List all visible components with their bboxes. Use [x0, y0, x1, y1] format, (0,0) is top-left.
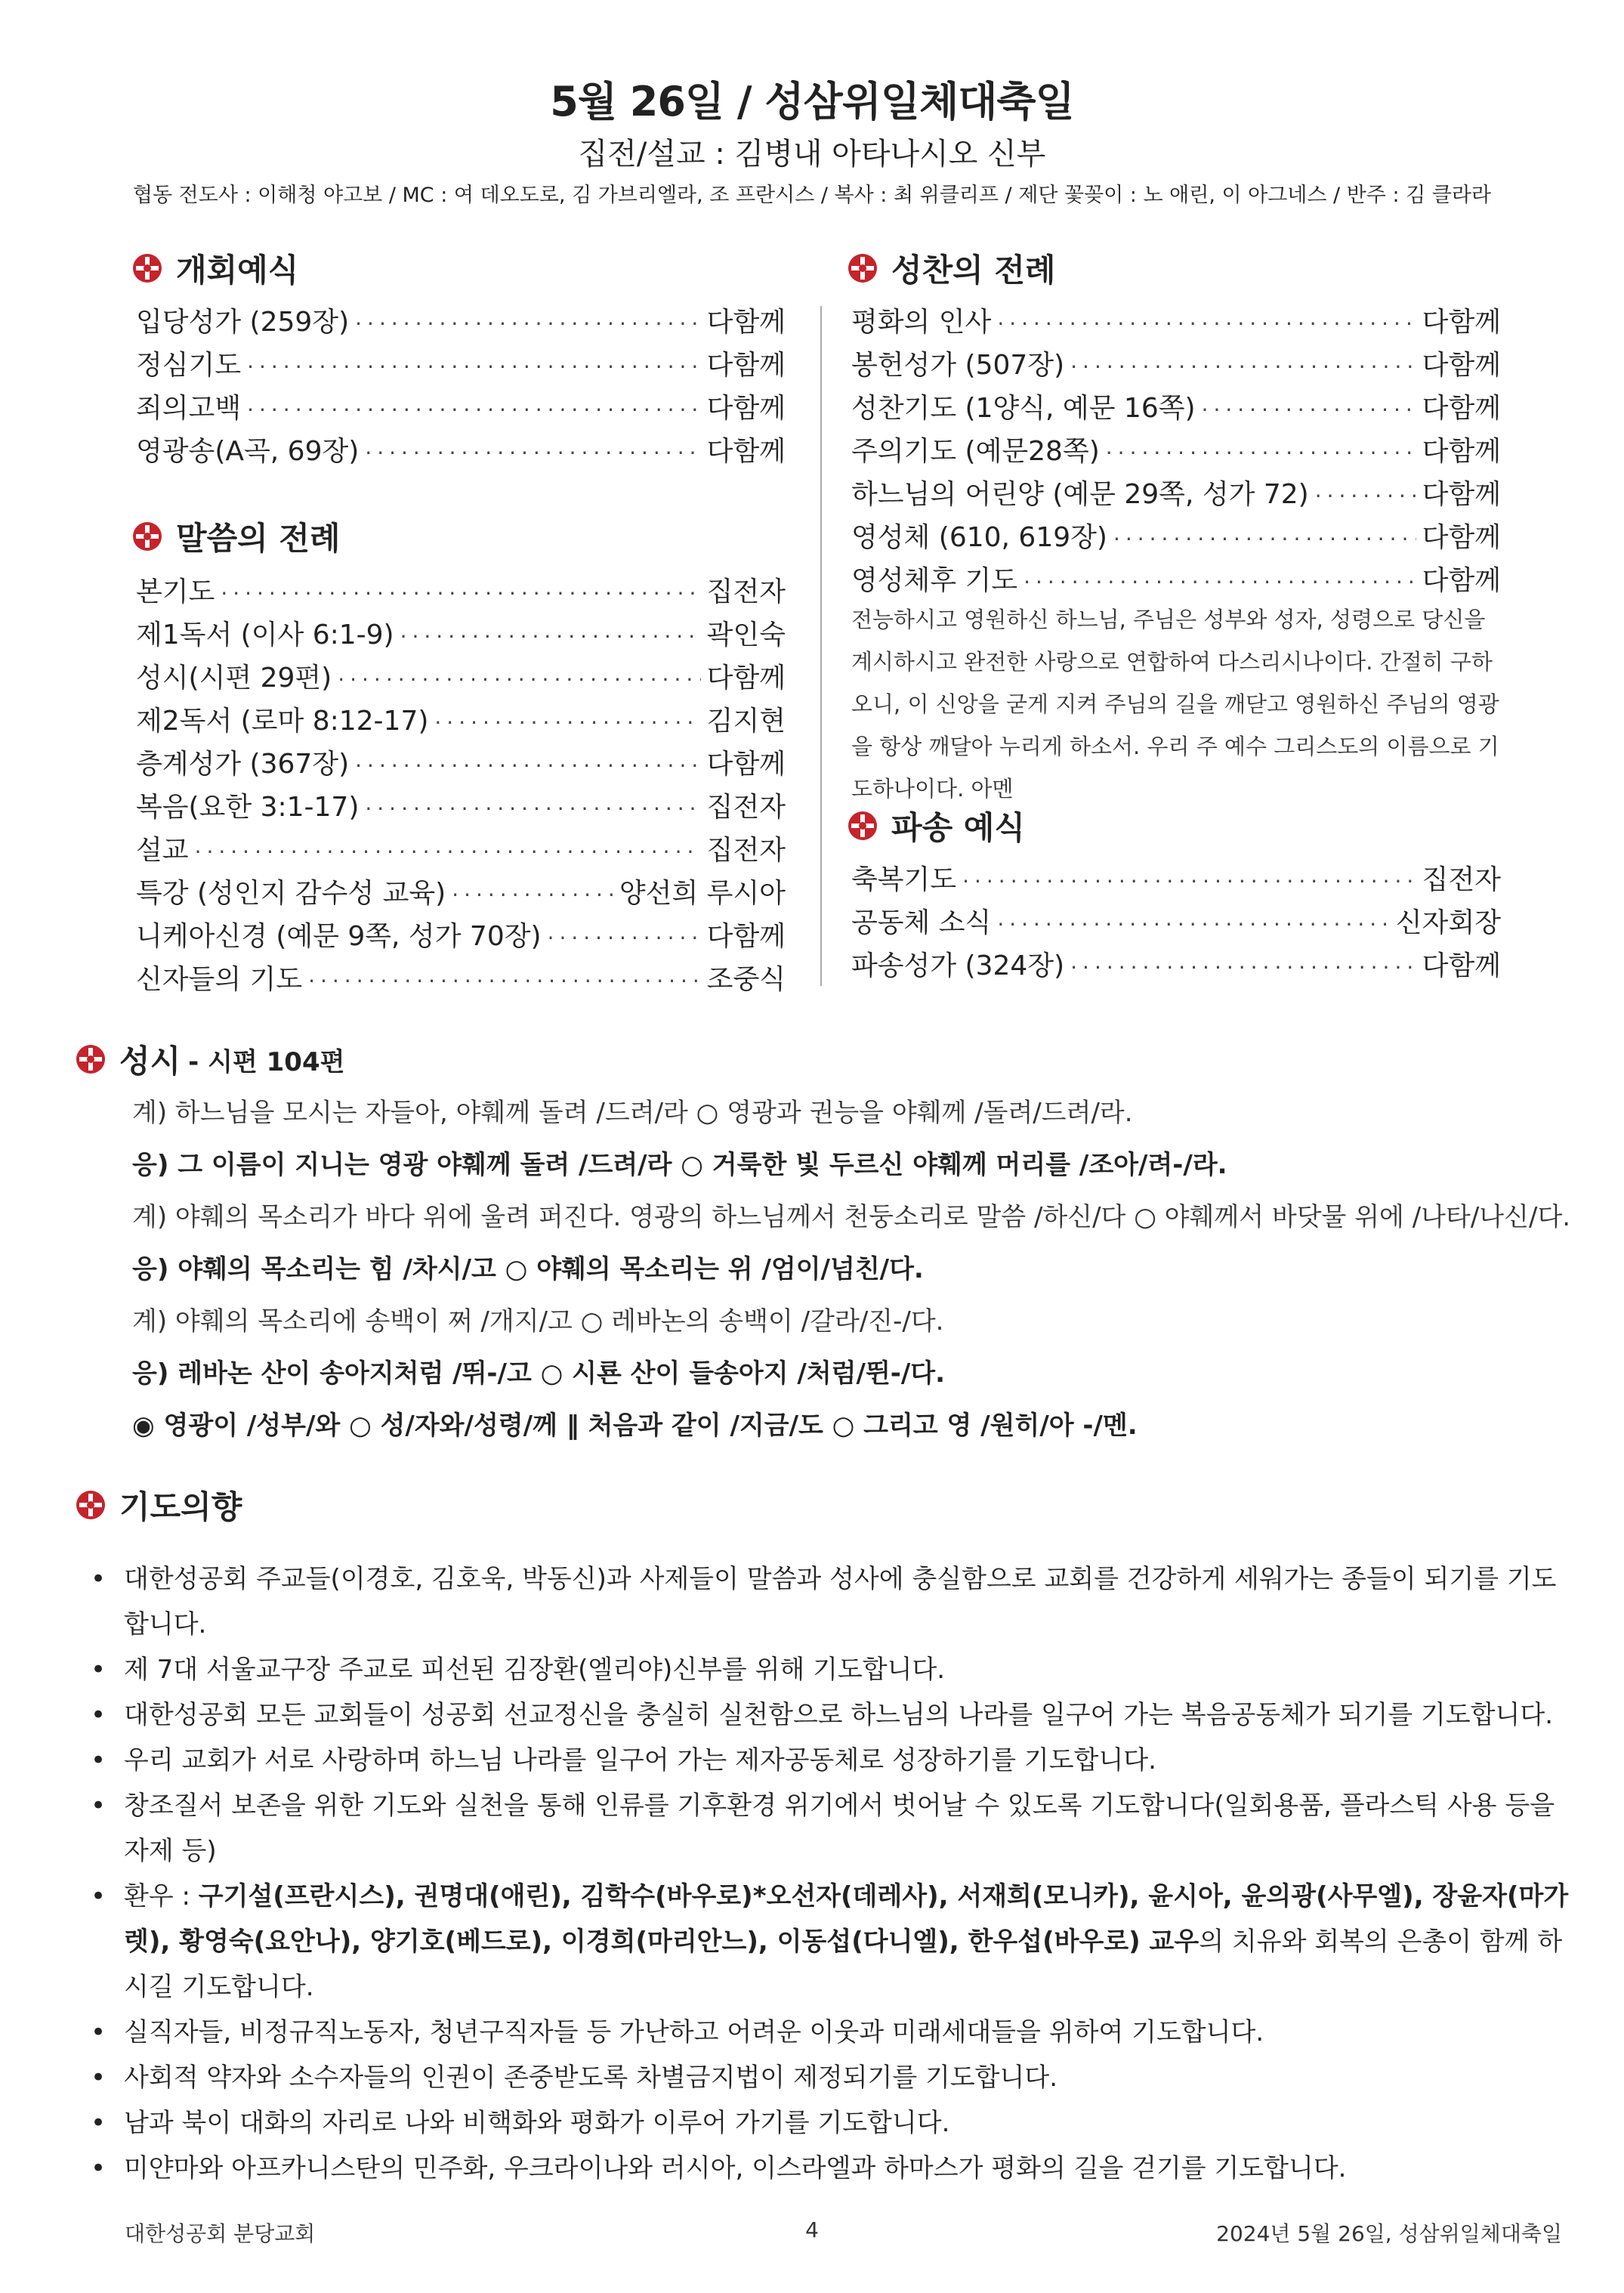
- word-list: [136, 570, 786, 1001]
- psalm-response: 응) 야훼의 목소리는 힘 /차시/고 ○ 야훼의 목소리는 위 /엄이/넘친/다.: [132, 1254, 924, 1284]
- bullet: •: [91, 1745, 107, 1775]
- leader-dots: [221, 581, 700, 606]
- item-label: 주의기도 (예문28쪽): [851, 436, 1100, 467]
- service-item: [136, 570, 786, 613]
- bullet: •: [91, 2108, 107, 2138]
- item-leader: 양선희 루시아: [619, 878, 786, 909]
- leader-dots: [962, 869, 1416, 894]
- item-label: 신자들의 기도: [136, 964, 303, 995]
- item-leader: 집전자: [706, 576, 786, 607]
- psalm-response: ◉ 영광이 /성부/와 ○ 성/자와/성령/께 ‖ 처음과 같이 /지금/도 ○ 그리고 영 /원히/아 -/멘.: [132, 1411, 1138, 1441]
- service-item: [851, 473, 1501, 516]
- eucharist-list: [851, 301, 1501, 602]
- item-label: 복음(요한 3:1-17): [136, 792, 360, 823]
- leader-dots: [1070, 955, 1416, 980]
- psalm-heading-label: 성시: [119, 1043, 181, 1080]
- item-label: 성시(시편 29편): [136, 663, 332, 694]
- leader-dots: [355, 311, 701, 336]
- service-item: [136, 344, 786, 387]
- intention-item: [91, 1556, 1571, 1647]
- bullet: •: [91, 2063, 107, 2093]
- service-item: [136, 829, 786, 872]
- intention-item: [91, 2100, 1571, 2146]
- item-leader: 다함께: [706, 663, 786, 694]
- psalm-response: 응) 레바논 산이 송아지처럼 /뛰-/고 ○ 시룐 산이 들송아지 /처럼/뛴-/다.: [132, 1358, 946, 1389]
- intention-text: 사회적 약자와 소수자들의 인권이 존중받도록 차별금지법이 제정되기를 기도합니다.: [124, 2063, 1057, 2093]
- leader-dots: [1070, 354, 1416, 379]
- intention-item: [91, 1647, 1571, 1692]
- leader-dots: [308, 969, 701, 994]
- service-item: [136, 743, 786, 786]
- page-title: 5월 26일 / 성삼위일체대축일: [550, 78, 1074, 125]
- item-label: 하느님의 어린양 (예문 29쪽, 성가 72): [851, 479, 1309, 510]
- item-leader: 다함께: [706, 307, 786, 338]
- item-label: 영성체후 기도: [851, 565, 1018, 596]
- service-item: [851, 901, 1501, 944]
- leader-dots: [400, 624, 701, 649]
- item-leader: 다함께: [1422, 307, 1501, 338]
- service-item: [851, 858, 1501, 901]
- item-label: 특강 (성인지 감수성 교육): [136, 878, 446, 909]
- intention-text: 남과 북이 대화의 자리로 나와 비핵화와 평화가 이루어 가기를 기도합니다.: [124, 2108, 950, 2138]
- bullet: •: [91, 2017, 107, 2047]
- leader-dots: [997, 912, 1390, 937]
- item-label: 설교: [136, 835, 189, 866]
- dismissal-heading: [848, 803, 1025, 848]
- service-item: [851, 430, 1501, 473]
- column-divider: [820, 306, 822, 986]
- item-label: 니케아신경 (예문 9쪽, 성가 70장): [136, 921, 542, 952]
- intentions-list: [91, 1556, 1571, 2191]
- psalm-versicle: 계) 야훼의 목소리가 바다 위에 울려 퍼진다. 영광의 하느님께서 천둥소리로 말씀 /하신/다 ○ 야훼께서 바닷물 위에 /나타/나신/다.: [132, 1202, 1571, 1232]
- bullet: •: [91, 1791, 107, 1821]
- leader-dots: [338, 667, 700, 692]
- opening-heading-label: 개회예식: [176, 252, 299, 289]
- sick-prefix: 환우 :: [124, 1881, 199, 1911]
- leader-dots: [195, 839, 701, 864]
- item-label: 층계성가 (367장): [136, 749, 350, 780]
- opening-list: [136, 301, 786, 473]
- bullet: •: [91, 1655, 107, 1685]
- item-leader: 다함께: [706, 436, 786, 467]
- bullet: •: [91, 1564, 107, 1594]
- service-item: [136, 958, 786, 1001]
- leader-dots: [1023, 570, 1416, 595]
- item-label: 영성체 (610, 619장): [851, 522, 1107, 553]
- cross-icon: [76, 1044, 106, 1074]
- service-item: [851, 516, 1501, 559]
- leader-dots: [365, 796, 700, 821]
- service-item: [851, 344, 1501, 387]
- intention-item: [91, 1738, 1571, 1783]
- service-item: [136, 700, 786, 743]
- intention-text: 실직자들, 비정규직노동자, 청년구직자들 등 가난하고 어려운 이웃과 미래세대들을 위하여 기도합니다.: [124, 2017, 1264, 2047]
- item-label: 죄의고백: [136, 393, 242, 424]
- service-item: [851, 559, 1501, 602]
- item-leader: 곽인숙: [706, 620, 786, 651]
- leader-dots: [434, 710, 700, 735]
- item-leader: 조중식: [706, 964, 786, 995]
- intentions-heading: [76, 1482, 242, 1528]
- intention-text: 제 7대 서울교구장 주교로 피선된 김장환(엘리야)신부를 위해 기도합니다.: [124, 1655, 946, 1685]
- service-item: [136, 657, 786, 700]
- psalm-reference: - 시편 104편: [188, 1046, 345, 1077]
- word-heading-label: 말씀의 전례: [176, 520, 341, 557]
- intentions-heading-label: 기도의향: [119, 1488, 242, 1525]
- celebrant-line: 집전/설교 : 김병내 아타나시오 신부: [578, 137, 1046, 172]
- item-label: 파송성가 (324장): [851, 950, 1065, 981]
- item-leader: 다함께: [1422, 950, 1501, 981]
- item-label: 정심기도: [136, 350, 242, 381]
- intention-item: [91, 1692, 1571, 1738]
- leader-dots: [452, 882, 613, 907]
- item-leader: 다함께: [706, 350, 786, 381]
- intention-item: [91, 2146, 1571, 2191]
- opening-heading: [132, 246, 298, 291]
- service-item: [136, 786, 786, 829]
- item-leader: 신자회장: [1395, 907, 1501, 938]
- item-leader: 집전자: [706, 835, 786, 866]
- dismissal-heading-label: 파송 예식: [891, 809, 1025, 846]
- item-label: 제2독서 (로마 8:12-17): [136, 706, 429, 737]
- item-leader: 다함께: [706, 749, 786, 780]
- item-leader: 다함께: [1422, 393, 1501, 424]
- page-number: 4: [805, 2217, 819, 2242]
- dismissal-list: [851, 858, 1501, 987]
- item-label: 공동체 소식: [851, 907, 992, 938]
- item-leader: 다함께: [1422, 479, 1501, 510]
- intention-text: 미얀마와 아프카니스탄의 민주화, 우크라이나와 러시아, 이스라엘과 하마스가 평화의 길을 걷기를 기도합니다.: [124, 2153, 1347, 2183]
- leader-dots: [1202, 397, 1416, 422]
- bullet: •: [91, 2153, 107, 2183]
- item-leader: 김지현: [706, 706, 786, 737]
- item-leader: 다함께: [1422, 436, 1501, 467]
- sick-suffix: 의 치유와 회복의 은총이 함께 하시길 기도합니다.: [124, 1927, 1563, 2002]
- item-label: 축복기도: [851, 864, 957, 895]
- cross-icon: [848, 811, 878, 841]
- intention-item: [91, 1874, 1571, 2010]
- item-label: 제1독서 (이사 6:1-9): [136, 620, 394, 651]
- item-leader: 집전자: [706, 792, 786, 823]
- item-leader: 집전자: [1422, 864, 1501, 895]
- leader-dots: [355, 753, 701, 778]
- item-leader: 다함께: [1422, 350, 1501, 381]
- sick-names: 구기설(프란시스), 권명대(애린), 김학수(바우로)*오선자(데레사), 서재희(모니카), 윤시아, 윤의광(사무엘), 장윤자(마가렛), 황영숙(요안나), 양기호(베드로), 이경희(마리안느), 이동섭(다니엘), 한우섭(바우로) 교우: [124, 1881, 1569, 1957]
- service-item: [136, 613, 786, 657]
- footer-date: 2024년 5월 26일, 성삼위일체대축일: [1216, 2221, 1562, 2246]
- item-label: 본기도: [136, 576, 215, 607]
- intention-item: [91, 2010, 1571, 2055]
- leader-dots: [997, 311, 1416, 336]
- bullet: •: [91, 1700, 107, 1730]
- leader-dots: [1113, 527, 1416, 552]
- footer-church: 대한성공회 분당교회: [125, 2221, 316, 2246]
- intention-item: [91, 2055, 1571, 2100]
- service-item: [136, 430, 786, 473]
- service-item: [136, 387, 786, 430]
- service-item: [136, 915, 786, 958]
- cross-icon: [132, 521, 162, 552]
- cross-icon: [76, 1490, 106, 1520]
- item-leader: 다함께: [706, 921, 786, 952]
- item-leader: 다함께: [1422, 522, 1501, 553]
- leader-dots: [247, 397, 701, 422]
- leader-dots: [1315, 484, 1416, 508]
- intention-text: 대한성공회 주교들(이경호, 김호욱, 박동신)과 사제들이 말씀과 성사에 충실함으로 교회를 건강하게 세워가는 종들이 되기를 기도합니다.: [124, 1564, 1557, 1639]
- intention-text: 대한성공회 모든 교회들이 성공회 선교정신을 충실히 실천함으로 하느님의 나라를 일구어 가는 복음공동체가 되기를 기도합니다.: [124, 1700, 1554, 1730]
- leader-dots: [365, 440, 700, 465]
- service-item: [136, 301, 786, 344]
- cross-icon: [848, 253, 878, 283]
- item-label: 평화의 인사: [851, 307, 992, 338]
- item-label: 입당성가 (259장): [136, 307, 350, 338]
- item-leader: 다함께: [706, 393, 786, 424]
- leader-dots: [1106, 440, 1416, 465]
- leader-dots: [548, 926, 701, 950]
- bullet: •: [91, 1881, 107, 1911]
- psalm-versicle: 계) 야훼의 목소리에 송백이 쩌 /개지/고 ○ 레바논의 송백이 /갈라/진-/다.: [132, 1306, 944, 1337]
- word-heading: [132, 514, 340, 559]
- item-label: 영광송(A곡, 69장): [136, 436, 360, 467]
- intention-text: 우리 교회가 서로 사랑하며 하느님 나라를 일구어 가는 제자공동체로 성장하기를 기도합니다.: [124, 1745, 1156, 1775]
- staff-line: 협동 전도사 : 이해청 야고보 / MC : 여 데오도로, 김 가브리엘라, 조 프란시스 / 복사 : 최 위클리프 / 제단 꽃꽂이 : 노 애린, 이 아그네스 / 반주 : 김 클라라: [132, 184, 1492, 207]
- post-communion-collect: 전능하시고 영원하신 하느님, 주님은 성부와 성자, 성령으로 당신을 계시하시고 완전한 사랑으로 연합하여 다스리시나이다. 간절히 구하오니, 이 신앙을 굳게 지켜 주님의 길을 깨닫고 영원하신 주님의 영광을 항상 깨달아 누리게 하소서. 우리 주 예수 그리스도의 이름으로 기도하나이다. 아멘: [851, 607, 1499, 802]
- psalm-heading: [76, 1037, 344, 1082]
- cross-icon: [132, 253, 162, 283]
- intention-item: [91, 1783, 1571, 1874]
- service-item: [851, 944, 1501, 987]
- leader-dots: [247, 354, 701, 379]
- service-item: [851, 387, 1501, 430]
- eucharist-heading: [848, 246, 1055, 291]
- psalm-versicle: 계) 하느님을 모시는 자들아, 야훼께 돌려 /드려/라 ○ 영광과 권능을 야훼께 /돌려/드려/라.: [132, 1098, 1133, 1128]
- item-leader: 다함께: [1422, 565, 1501, 596]
- psalm-verses: [132, 1092, 1582, 1457]
- service-item: [851, 301, 1501, 344]
- item-label: 봉헌성가 (507장): [851, 350, 1065, 381]
- eucharist-heading-label: 성찬의 전례: [891, 252, 1056, 289]
- item-label: 성찬기도 (1양식, 예문 16쪽): [851, 393, 1196, 424]
- service-item: [136, 872, 786, 915]
- psalm-response: 응) 그 이름이 지니는 영광 야훼께 돌려 /드려/라 ○ 거룩한 빛 두르신 야훼께 머리를 /조아/려-/라.: [132, 1150, 1227, 1180]
- intention-text: 창조질서 보존을 위한 기도와 실천을 통해 인류를 기후환경 위기에서 벗어날 수 있도록 기도합니다(일회용품, 플라스틱 사용 등을 자제 등): [124, 1791, 1555, 1866]
